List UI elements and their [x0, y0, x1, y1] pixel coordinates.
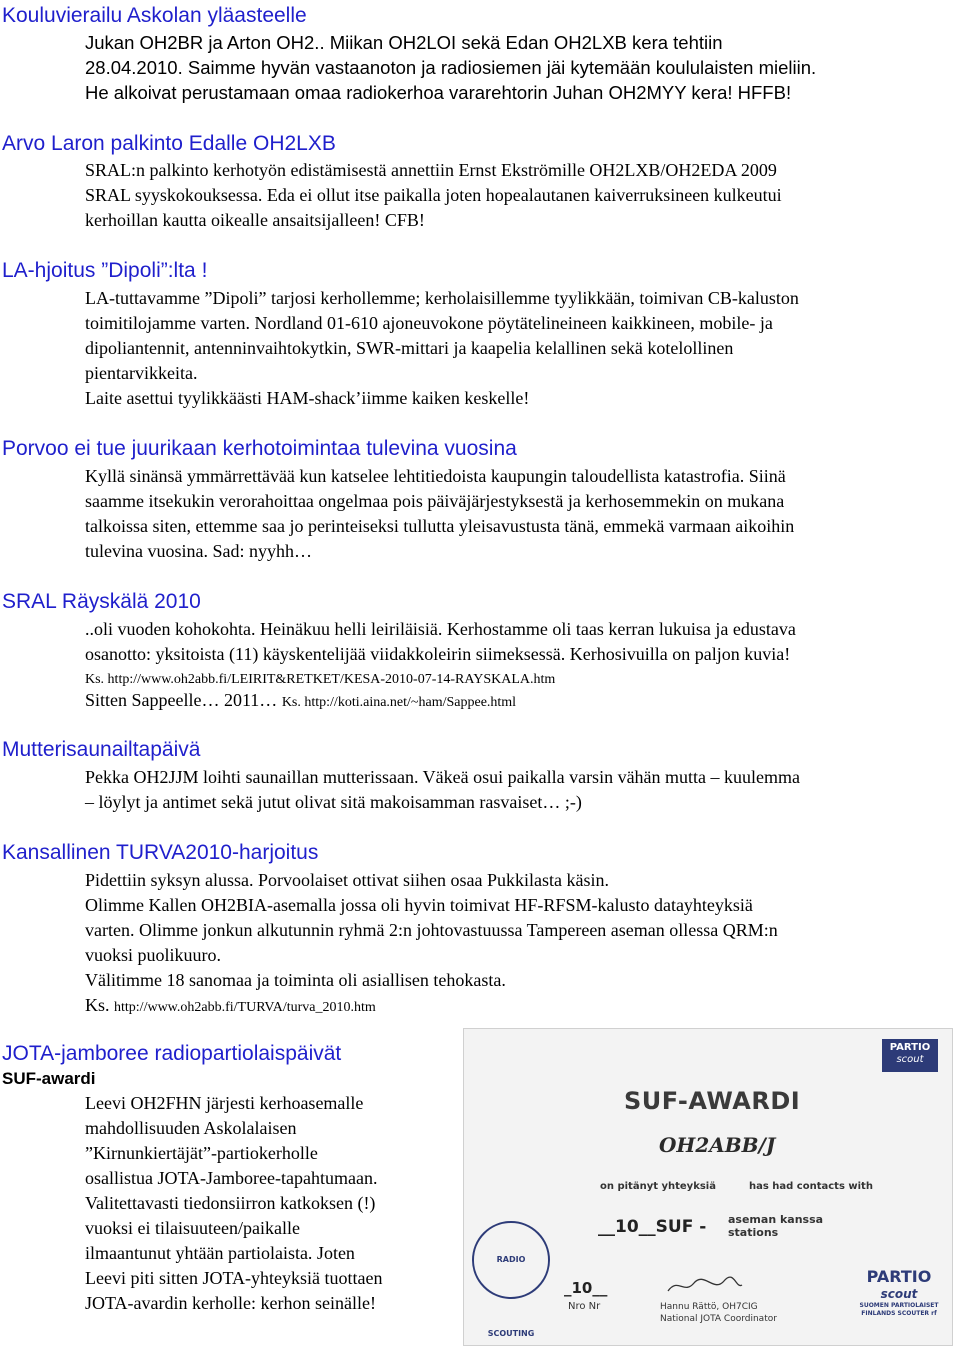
body-line: toimitilojamme varten. Nordland 01-610 ajoneuvokone pöytätelineineen kaikkineen, mobile- ja [85, 313, 773, 333]
body-line: varten. Olimme jonkun alkutunnin ryhmä 2:n johtovastuussa Tampereen aseman ollessa QRM:n [85, 920, 778, 940]
stations-en: stations [728, 1226, 779, 1239]
body-line: JOTA-avardin kerholle: kerhon seinälle! [85, 1293, 376, 1313]
section-heading-porvoo: Porvoo ei tue juurikaan kerhotoimintaa tulevina vuosina [2, 437, 517, 460]
logo-bottom-subtext: scout [880, 1287, 918, 1301]
body-line: pientarvikkeita. [85, 363, 198, 383]
turva-link[interactable]: http://www.oh2abb.fi/TURVA/turva_2010.htm [114, 1000, 376, 1015]
signature-icon [664, 1275, 744, 1297]
org-line-2: FINLANDS SCOUTER rf [861, 1310, 937, 1317]
body-line: Pidettiin syksyn alussa. Porvoolaiset ottivat siihen osaa Pukkilasta käsin. [85, 870, 609, 890]
partio-scout-logo-bottom [854, 1269, 944, 1318]
section-heading-turva: Kansallinen TURVA2010-harjoitus [2, 841, 319, 864]
body-line: ”Kirnunkiertäjät”-partiokerholle [85, 1143, 318, 1163]
body-line: LA-tuttavamme ”Dipoli” tarjosi kerhollemme; kerholaisillemme tyylikkään, toimivan CB-kaluston [85, 288, 799, 308]
stations-label [728, 1213, 823, 1239]
signer-block [660, 1301, 777, 1325]
radio-scouting-seal-icon: RADIO SCOUTING [472, 1221, 550, 1299]
section-heading-sauna: Mutterisaunailtapäivä [2, 738, 201, 761]
body-line: Laite asettui tyylikkäästi HAM-shack’iimme kaiken keskelle! [85, 388, 530, 408]
nro-label: Nro Nr [568, 1301, 601, 1312]
suf-award-certificate [463, 1028, 953, 1346]
body-line: tulevina vuosina. Sad: nyyhh… [85, 541, 312, 561]
body-line: SRAL syyskokouksessa. Eda ei ollut itse paikalla joten hopealautanen kaiverruksineen kulkeutui [85, 185, 782, 205]
nro-value: _10__ [564, 1279, 608, 1297]
body-line: He alkoivat perustamaan omaa radiokerhoa vararehtorin Juhan OH2MYY kera! HFFB! [85, 82, 792, 103]
body-line: osallistua JOTA-Jamboree-tapahtumaan. [85, 1168, 378, 1188]
signer-role: National JOTA Coordinator [660, 1314, 777, 1324]
body-line: osanotto: yksitoista (11) käyskentelijää viidakkoleirin siimeksessä. Kerhosivuilla on paljon kuvia! [85, 644, 791, 664]
section-heading-school-visit: Kouluvierailu Askolan yläasteelle [2, 4, 307, 27]
body-line: Kyllä sinänsä ymmärrettävää kun katselee lehtitiedoista kaupungin taloudellista katastrofia. Siinä [85, 466, 786, 486]
body-line-turva-link [85, 993, 376, 1020]
section-heading-rayskala: SRAL Räyskälä 2010 [2, 590, 201, 613]
body-line: Valitettavasti tiedonsiirron katkoksen (!) [85, 1193, 376, 1213]
body-line: ..oli vuoden kohokohta. Heinäkuu helli leiriläisiä. Kerhostamme oli taas kerran lukuisa ja edustava [85, 619, 796, 639]
logo-text: PARTIO [889, 1042, 931, 1053]
rayskala-link[interactable]: Ks. http://www.oh2abb.fi/LEIRIT&RETKET/KESA-2010-07-14-RAYSKALA.htm [85, 672, 556, 687]
body-line: dipoliantennit, antenninvaihtokytkin, SWR-mittari ja kaapelia kelallinen sekä kotelollinen [85, 338, 734, 358]
stations-fi: aseman kanssa [728, 1213, 824, 1226]
logo-subtext: scout [896, 1054, 924, 1065]
body-line: saamme itsekukin verorahoittaa ongelmaa pois päiväjärjestyksestä ja kerhosemmekin on mukana [85, 491, 785, 511]
body-line: ilmaantunut yhtään partiolaista. Joten [85, 1243, 355, 1263]
body-line: Leevi OH2FHN järjesti kerhoasemalle [85, 1093, 364, 1113]
body-line: kerhoillan kautta oikealle ansaitsijalleen! CFB! [85, 210, 425, 230]
subheading-suf-awardi: SUF-awardi [2, 1069, 96, 1088]
ks-label: Ks. [85, 995, 115, 1015]
body-line-sappee [85, 688, 516, 715]
signer-name: Hannu Rättö, OH7CIG [660, 1302, 758, 1312]
body-line: Olimme Kallen OH2BIA-asemalla jossa oli hyvin toimivat HF-RFSM-kalusto datayhteyksiä [85, 895, 753, 915]
body-line: Pekka OH2JJM loihti saunaillan mutterissaan. Väkeä osui paikalla varsin vähän mutta – kuulemma [85, 767, 801, 787]
certificate-title: SUF-AWARDI [624, 1087, 801, 1115]
body-line: SRAL:n palkinto kerhotyön edistämisestä annettiin Ernst Ekströmille OH2LXB/OH2EDA 2009 [85, 160, 777, 180]
body-line: Leevi piti sitten JOTA-yhteyksiä tuottaen [85, 1268, 383, 1288]
body-line: Välitimme 18 sanomaa ja toiminta oli asiallisen tehokasta. [85, 970, 506, 990]
body-line: 28.04.2010. Saimme hyvän vastaanoton ja radiosiemen jäi kytemään koululaisten mieliin. [85, 57, 817, 78]
section-heading-award: Arvo Laron palkinto Edalle OH2LXB [2, 132, 336, 155]
label-contacts-fi: on pitänyt yhteyksiä [600, 1181, 716, 1192]
sappee-text: Sitten Sappeelle… 2011… [85, 690, 282, 710]
partio-scout-logo [882, 1039, 938, 1072]
body-line: – löylyt ja antimet sekä jutut olivat sitä makoisamman rasvaiset… ;-) [85, 792, 582, 812]
body-line: Jukan OH2BR ja Arton OH2.. Miikan OH2LOI sekä Edan OH2LXB kera tehtiin [85, 32, 723, 53]
section-heading-jota: JOTA-jamboree radiopartiolaispäivät [2, 1042, 342, 1065]
label-contacts-en: has had contacts with [749, 1181, 873, 1192]
contact-count: __10__SUF - [598, 1217, 707, 1237]
logo-bottom-text: PARTIO [866, 1267, 932, 1286]
body-line: vuoksi puolikuuro. [85, 945, 222, 965]
body-line: mahdollisuuden Askolalaisen [85, 1118, 297, 1138]
certificate-callsign: OH2ABB/J [659, 1133, 776, 1157]
section-heading-donation: LA-hjoitus ”Dipoli”:lta ! [2, 259, 208, 282]
sappee-link[interactable]: Ks. http://koti.aina.net/~ham/Sappee.html [281, 695, 517, 710]
body-line: vuoksi ei tilaisuuteen/paikalle [85, 1218, 300, 1238]
org-line-1: SUOMEN PARTIOLAISET [859, 1302, 939, 1309]
body-line: talkoissa siten, ettemme saa jo perinteiseksi tullutta yleisavustusta tänä, emmekä varmaan aikoihin [85, 516, 795, 536]
